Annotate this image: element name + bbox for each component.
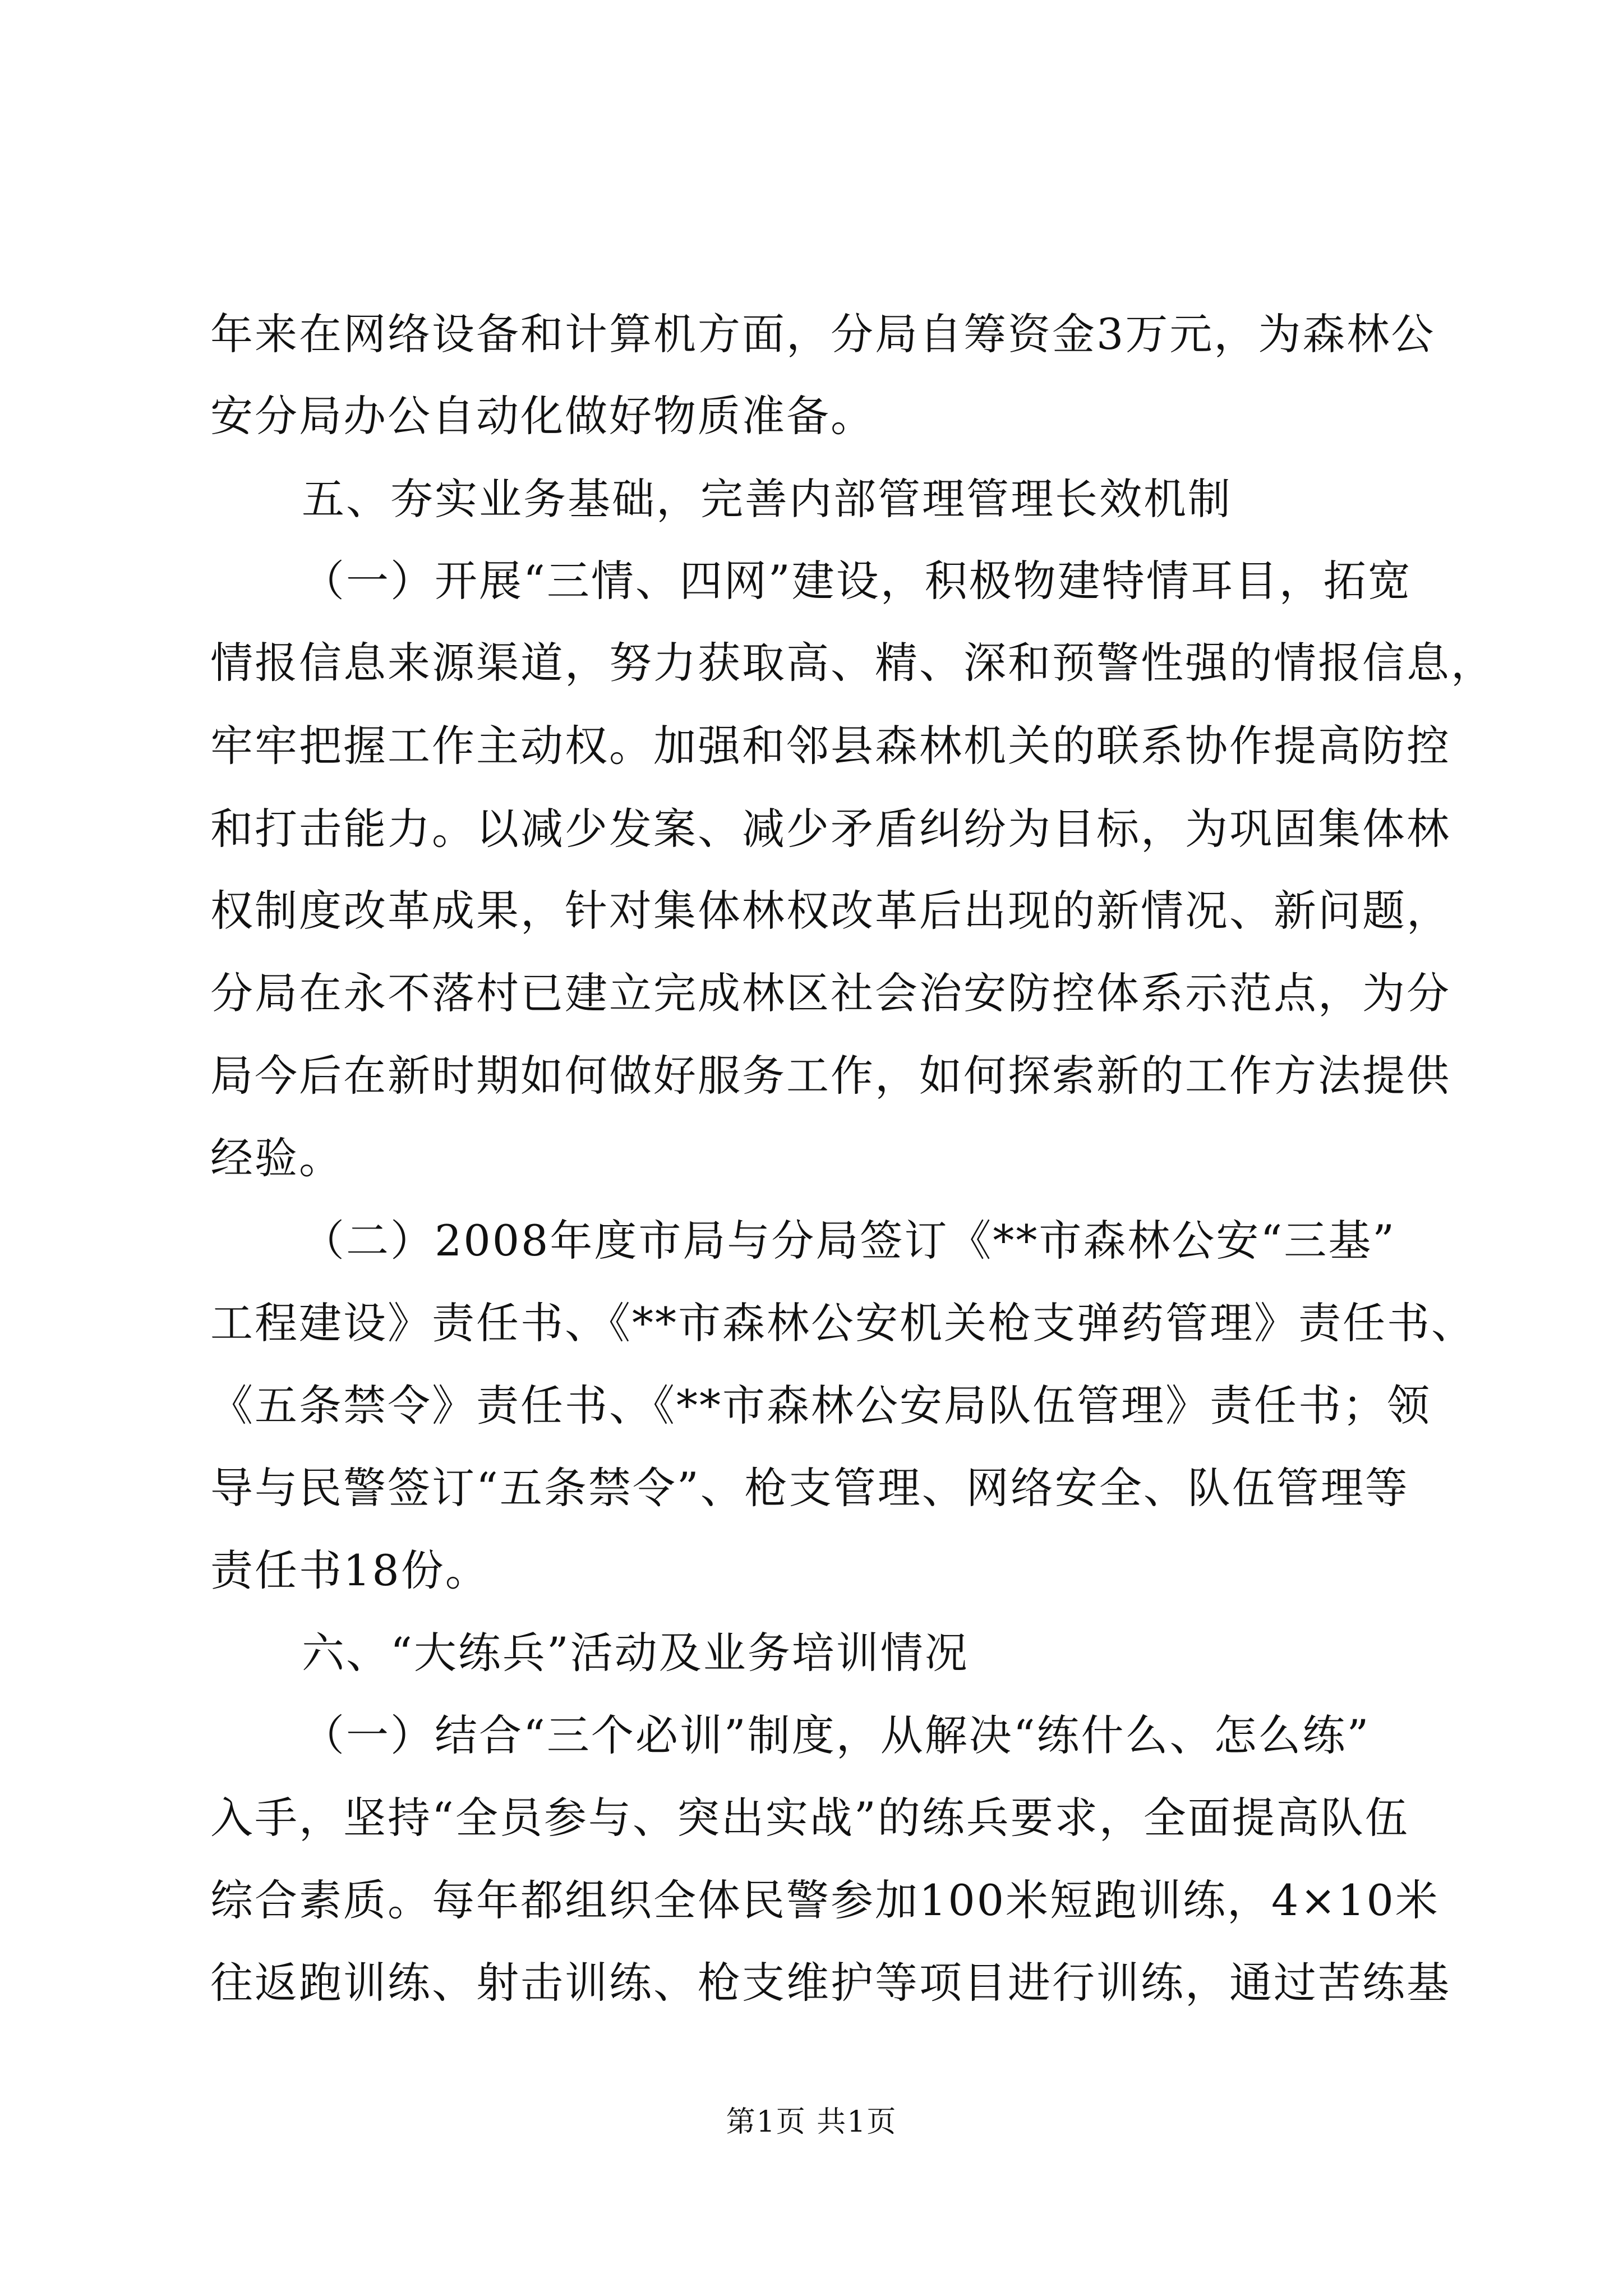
text-line: 综合素质。每年都组织全体民警参加100米短跑训练，4×10米 (210, 1875, 1440, 1925)
text-line: 《五条禁令》责任书、《**市森林公安局队伍管理》责任书；领 (210, 1381, 1431, 1430)
section-heading: 六、“大练兵”活动及业务培训情况 (302, 1628, 969, 1678)
text-line: 入手，坚持“全员参与、突出实战”的练兵要求，全面提高队伍 (210, 1793, 1409, 1843)
text-line: （一）开展“三情、四网”建设，积极物建特情耳目，拓宽 (302, 556, 1412, 606)
text-line: 和打击能力。以减少发案、减少矛盾纠纷为目标，为巩固集体林 (210, 804, 1451, 854)
page-footer: 第1页 共1页 (726, 2105, 897, 2139)
text-line: （一）结合“三个必训”制度，从解决“练什么、怎么练” (302, 1710, 1371, 1760)
text-line: 权制度改革成果，针对集体林权改革后出现的新情况、新问题， (210, 886, 1451, 936)
text-line: 经验。 (210, 1133, 343, 1183)
section-heading: 五、夯实业务基础，完善内部管理管理长效机制 (302, 474, 1232, 524)
text-line: 责任书18份。 (210, 1545, 490, 1595)
text-line: 安分局办公自动化做好物质准备。 (210, 391, 875, 441)
text-line: 牢牢把握工作主动权。加强和邻县森林机关的联系协作提高防控 (210, 721, 1451, 771)
text-line: 导与民警签订“五条禁令”、枪支管理、网络安全、队伍管理等 (210, 1463, 1409, 1513)
text-line: 年来在网络设备和计算机方面，分局自筹资金3万元，为森林公 (210, 309, 1436, 359)
text-line: 往返跑训练、射击训练、枪支维护等项目进行训练，通过苦练基 (210, 1958, 1451, 2008)
text-line: （二）2008年度市局与分局签订《**市森林公安“三基” (302, 1216, 1396, 1266)
text-line: 局今后在新时期如何做好服务工作，如何探索新的工作方法提供 (210, 1051, 1451, 1101)
text-line: 工程建设》责任书、《**市森林公安机关枪支弹药管理》责任书、 (210, 1298, 1476, 1348)
text-line: 情报信息来源渠道，努力获取高、精、深和预警性强的情报信息， (210, 638, 1495, 688)
text-line: 分局在永不落村已建立完成林区社会治安防控体系示范点，为分 (210, 968, 1451, 1018)
